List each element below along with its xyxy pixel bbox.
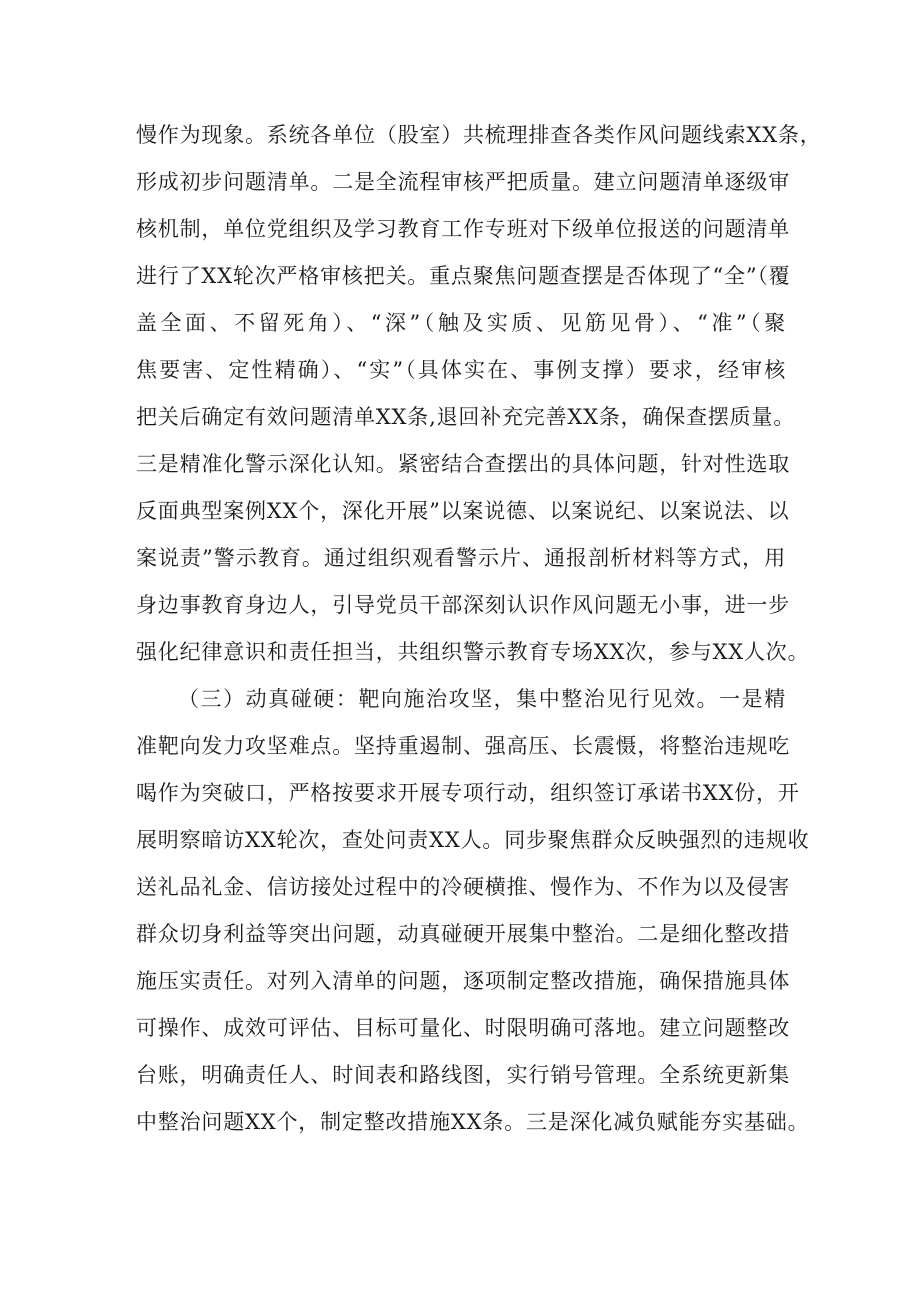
text-line: 喝作为突破口，严格按要求开展专项行动，组织签订承诺书XX份，开	[136, 781, 800, 805]
text-line: 强化纪律意识和责任担当，共组织警示教育专场XX次，参与XX人次。	[136, 640, 810, 664]
text-line: 焦要害、定性精确）、“实”（具体实在、事例支撑）要求，经审核	[136, 358, 786, 382]
text-line: 台账，明确责任人、时间表和路线图，实行销号管理。全系统更新集	[136, 1063, 790, 1087]
text-line: 准靶向发力攻坚难点。坚持重遏制、强高压、长震慑，将整治违规吃	[136, 734, 790, 758]
text-line: 中整治问题XX个，制定整改措施XX条。三是深化减负赋能夯实基础。	[136, 1110, 810, 1134]
document-body	[136, 112, 822, 1146]
text-line: 展明察暗访XX轮次，查处问责XX人。同步聚焦群众反映强烈的违规收	[136, 828, 810, 852]
text-line: 核机制，单位党组织及学习教育工作专班对下级单位报送的问题清单	[136, 217, 790, 241]
text-line: 可操作、成效可评估、目标可量化、时限明确可落地。建立问题整改	[136, 1016, 790, 1040]
text-line: 盖全面、不留死角）、“深”（触及实质、见筋见骨）、“准”（聚	[136, 311, 786, 335]
section-heading-line: （三）动真碰硬：靶向施治攻坚，集中整治见行见效。一是精	[178, 687, 786, 711]
text-line: 把关后确定有效问题清单XX条,退回补充完善XX条，确保查摆质量。	[136, 405, 796, 429]
text-line: 送礼品礼金、信访接处过程中的冷硬横推、慢作为、不作为以及侵害	[136, 875, 790, 899]
text-line: 身边事教育身边人，引导党员干部深刻认识作风问题无小事，进一步	[136, 593, 790, 617]
text-line: 慢作为现象。系统各单位（股室）共梳理排查各类作风问题线索XX条，	[136, 123, 822, 147]
text-line: 案说责”警示教育。通过组织观看警示片、通报剖析材料等方式，用	[136, 546, 786, 570]
text-line: 群众切身利益等突出问题，动真碰硬开展集中整治。二是细化整改措	[136, 922, 790, 946]
text-line: 进行了XX轮次严格审核把关。重点聚焦问题查摆是否体现了“全”（覆	[136, 264, 791, 288]
text-line: 反面典型案例XX个，深化开展”以案说德、以案说纪、以案说法、以	[136, 499, 790, 523]
text-line: 三是精准化警示深化认知。紧密结合查摆出的具体问题，针对性选取	[136, 452, 790, 476]
text-line: 形成初步问题清单。二是全流程审核严把质量。建立问题清单逐级审	[136, 170, 790, 194]
text-line: 施压实责任。对列入清单的问题，逐项制定整改措施，确保措施具体	[136, 969, 790, 993]
